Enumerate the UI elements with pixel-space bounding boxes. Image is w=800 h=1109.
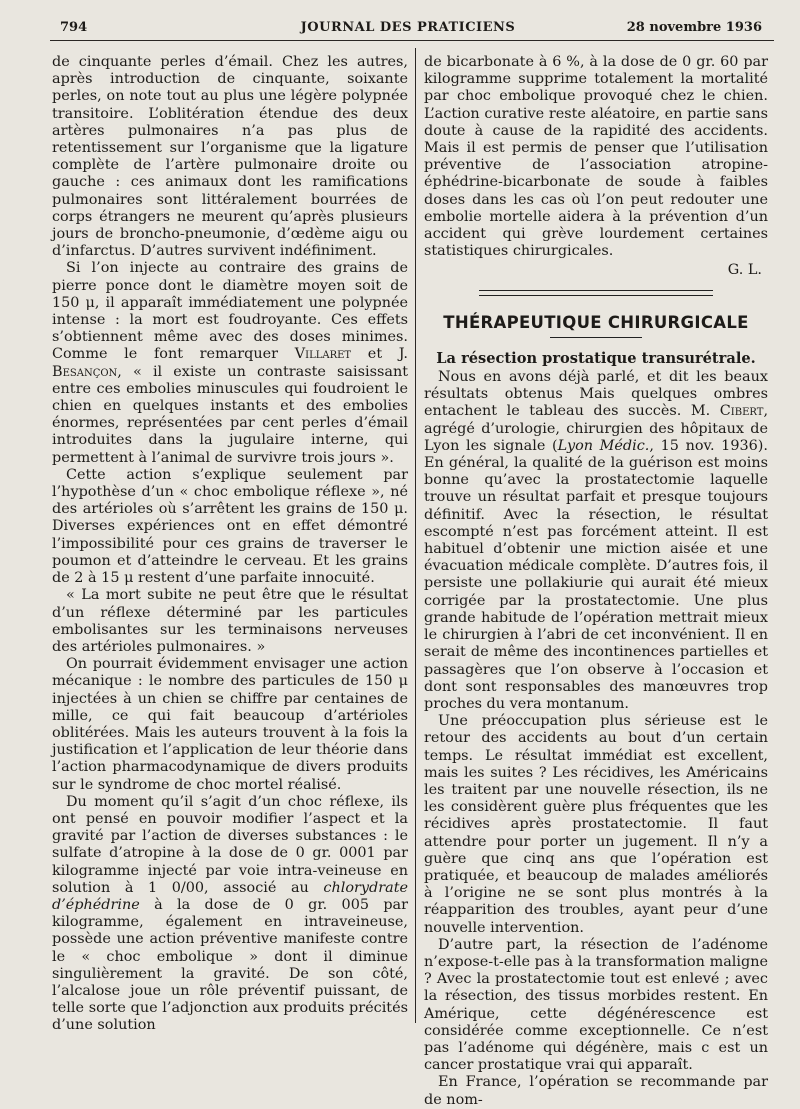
paragraph: « La mort subite ne peut être que le résultat d’un réflexe déterminé par les particules embolisantes sur les terminaisons nerveuses des artérioles pulmonaires. »	[52, 587, 408, 655]
author-name: Villaret	[294, 346, 352, 363]
paragraph: On pourrait évidemment envisager une action mécanique : le nombre des particules de 150 μ injectées à un chien se chiffre par centaines de mille, ce qui fait beaucoup d’artérioles oblitérées. Mais les auteurs trouvent à la fois la justification et l’application de leur théorie dans l’action pharmacodynamique de divers produits sur le syndrome de choc mortel réalisé.	[52, 656, 408, 793]
author-name: Cibert	[719, 403, 764, 420]
journal-citation: Lyon Médic.	[557, 437, 650, 454]
paragraph: En France, l’opération se recommande par de nom-	[424, 1074, 768, 1108]
title-rule	[550, 337, 642, 338]
paragraph: de cinquante perles d’émail. Chez les autres, après introduction de cinquante, soixante perles, on note tout au plus une légère polypnée transitoire. L’oblitération étendue des deux artères pulmonaires n’a pas plus de retentissement sur l’organisme que la ligature complète de l’artère pulmonaire droite ou gauche : ces animaux dont les ramifications pulmonaires sont littéralement bourrées de corps étrangers ne meurent qu’après plusieurs jours de broncho-pneumonie, d’œdème aigu ou d’infarctus. D’autres survivent indéfiniment.	[52, 54, 408, 260]
paragraph: Du moment qu’il s’agit d’un choc réflexe, ils ont pensé en pouvoir modifier l’aspect et la gravité par l’action de diverses substances : le sulfate d’atropine à la dose de 0 gr. 0001 par kilogramme injecté par voie intra-veineuse en solution à 1 0/00, associé au chlorydrate d’éphédrine à la dose de 0 gr. 005 par kilogramme, également en intraveineuse, possède une action préventive manifeste contre le « choc embolique » dont il diminue singulièrement la gravité. De son côté, l’alcalose joue un rôle préventif puissant, de telle sorte que l’adjonction aux produits précités d’une solution	[52, 793, 408, 1034]
running-header	[48, 16, 768, 38]
author-signature: G. L.	[727, 262, 762, 279]
paragraph: Cette action s’explique seulement par l’hypothèse d’un « choc embolique réflexe », né des artérioles où s’arrêtent les grains de 150 μ. Diverses expériences ont en effet démontré l’impossibilité pour ces grains de traverser le poumon et d’atteindre le cerveau. Et les grains de 2 à 15 μ restent d’une parfaite innocuité.	[52, 466, 408, 587]
paragraph: Nous en avons déjà parlé, et dit les beaux résultats obtenus Mais quelques ombres entachent le tableau des succès. M. Cibert, agrégé d’urologie, chirurgien des hôpitaux de Lyon les signale (Lyon Médic., 15 nov. 1936). En général, la qualité de la guérison est moins bonne qu’avec la prostatectomie laquelle trouve un résultat parfait et presque toujours définitif. Avec la résection, le résultat escompté n’est pas forcément atteint. Il est habituel d’obtenir une miction aisée et une évacuation médicale complète. D’autres fois, il persiste une pollakiurie qui aurait été mieux corrigée par la prostatectomie. Une plus grande habitude de l’opération mettrait mieux le chirurgien à l’abri de cet inconvénient. Il en serait de même des incontinences partielles et passagères que l’on observe à l’occasion et dont sont responsables des manœuvres trop proches du vera montanum.	[424, 369, 769, 712]
journal-title: JOURNAL DES PRATICIENS	[300, 20, 516, 35]
author-name: Besançon	[52, 363, 118, 380]
page-number: 794	[60, 20, 88, 35]
paragraph: D’autre part, la résection de l’adénome n’expose-t-elle pas à la transformation maligne ? Avec la prostatectomie tout est enlevé ; avec la résection, des tissus morbides restent. En Amérique, cette dégénérescence est considérée comme exceptionnelle. Ce n’est pas l’adénome qui dégénère, mais c est un cancer prostatique vrai qui apparaît.	[424, 936, 768, 1074]
drug-name: chlorydrate d’éphédrine	[52, 879, 408, 913]
paragraph: de bicarbonate à 6 %, à la dose de 0 gr. 60 par kilogramme supprime totalement la mortalité par choc embolique provoqué chez le chien. L’action curative reste aléatoire, en partie sans doute à cause de la rapidité des accidents. Mais il est permis de penser que l’utilisation préventive de l’association atropine-éphédrine-bicarbonate de soude à faibles doses dans les cas où l’on peut redouter une embolie mortelle aidera à la prévention d’un accident qui grève lourdement certaines statistiques chirurgicales.	[424, 54, 768, 260]
paragraph: Si l’on injecte au contraire des grains de pierre ponce dont le diamètre moyen soit de 150 μ, il apparaît immédiatement une polypnée intense : la mort est foudroyante. Ces effets s’obtiennent même avec des doses minimes. Comme le font remarquer Villaret et J. Besançon, « il existe un contraste saisissant entre ces embolies minuscules qui foudroient le chien en quelques instants et des embolies énormes, représentées par cent perles d’émail introduites dans la jugulaire interne, qui permettent à l’animal de survivre trois jours ».	[52, 260, 409, 466]
section-title: THÉRAPEUTIQUE CHIRURGICALE	[443, 312, 749, 332]
right-column	[424, 54, 768, 1109]
article-title: La résection prostatique transurétrale.	[436, 349, 756, 367]
left-column	[52, 54, 408, 1035]
issue-date: 28 novembre 1936	[626, 20, 762, 35]
header-rule	[50, 40, 774, 41]
column-divider	[415, 48, 416, 1023]
section-separator	[479, 290, 713, 296]
paragraph: Une préoccupation plus sérieuse est le retour des accidents au bout d’un certain temps. Le résultat immédiat est excellent, mais les suites ? Les récidives, les Américains les traitent par une nouvelle résection, ils ne les considèrent guère plus fréquentes que les récidives après prostatectomie. Il faut attendre pour porter un jugement. Il n’y a guère que cinq ans que l’opération est pratiquée, et beaucoup de malades améliorés à l’origine ne se sont plus montrés à la réapparition des troubles, ayant peur d’une nouvelle intervention.	[424, 713, 768, 936]
